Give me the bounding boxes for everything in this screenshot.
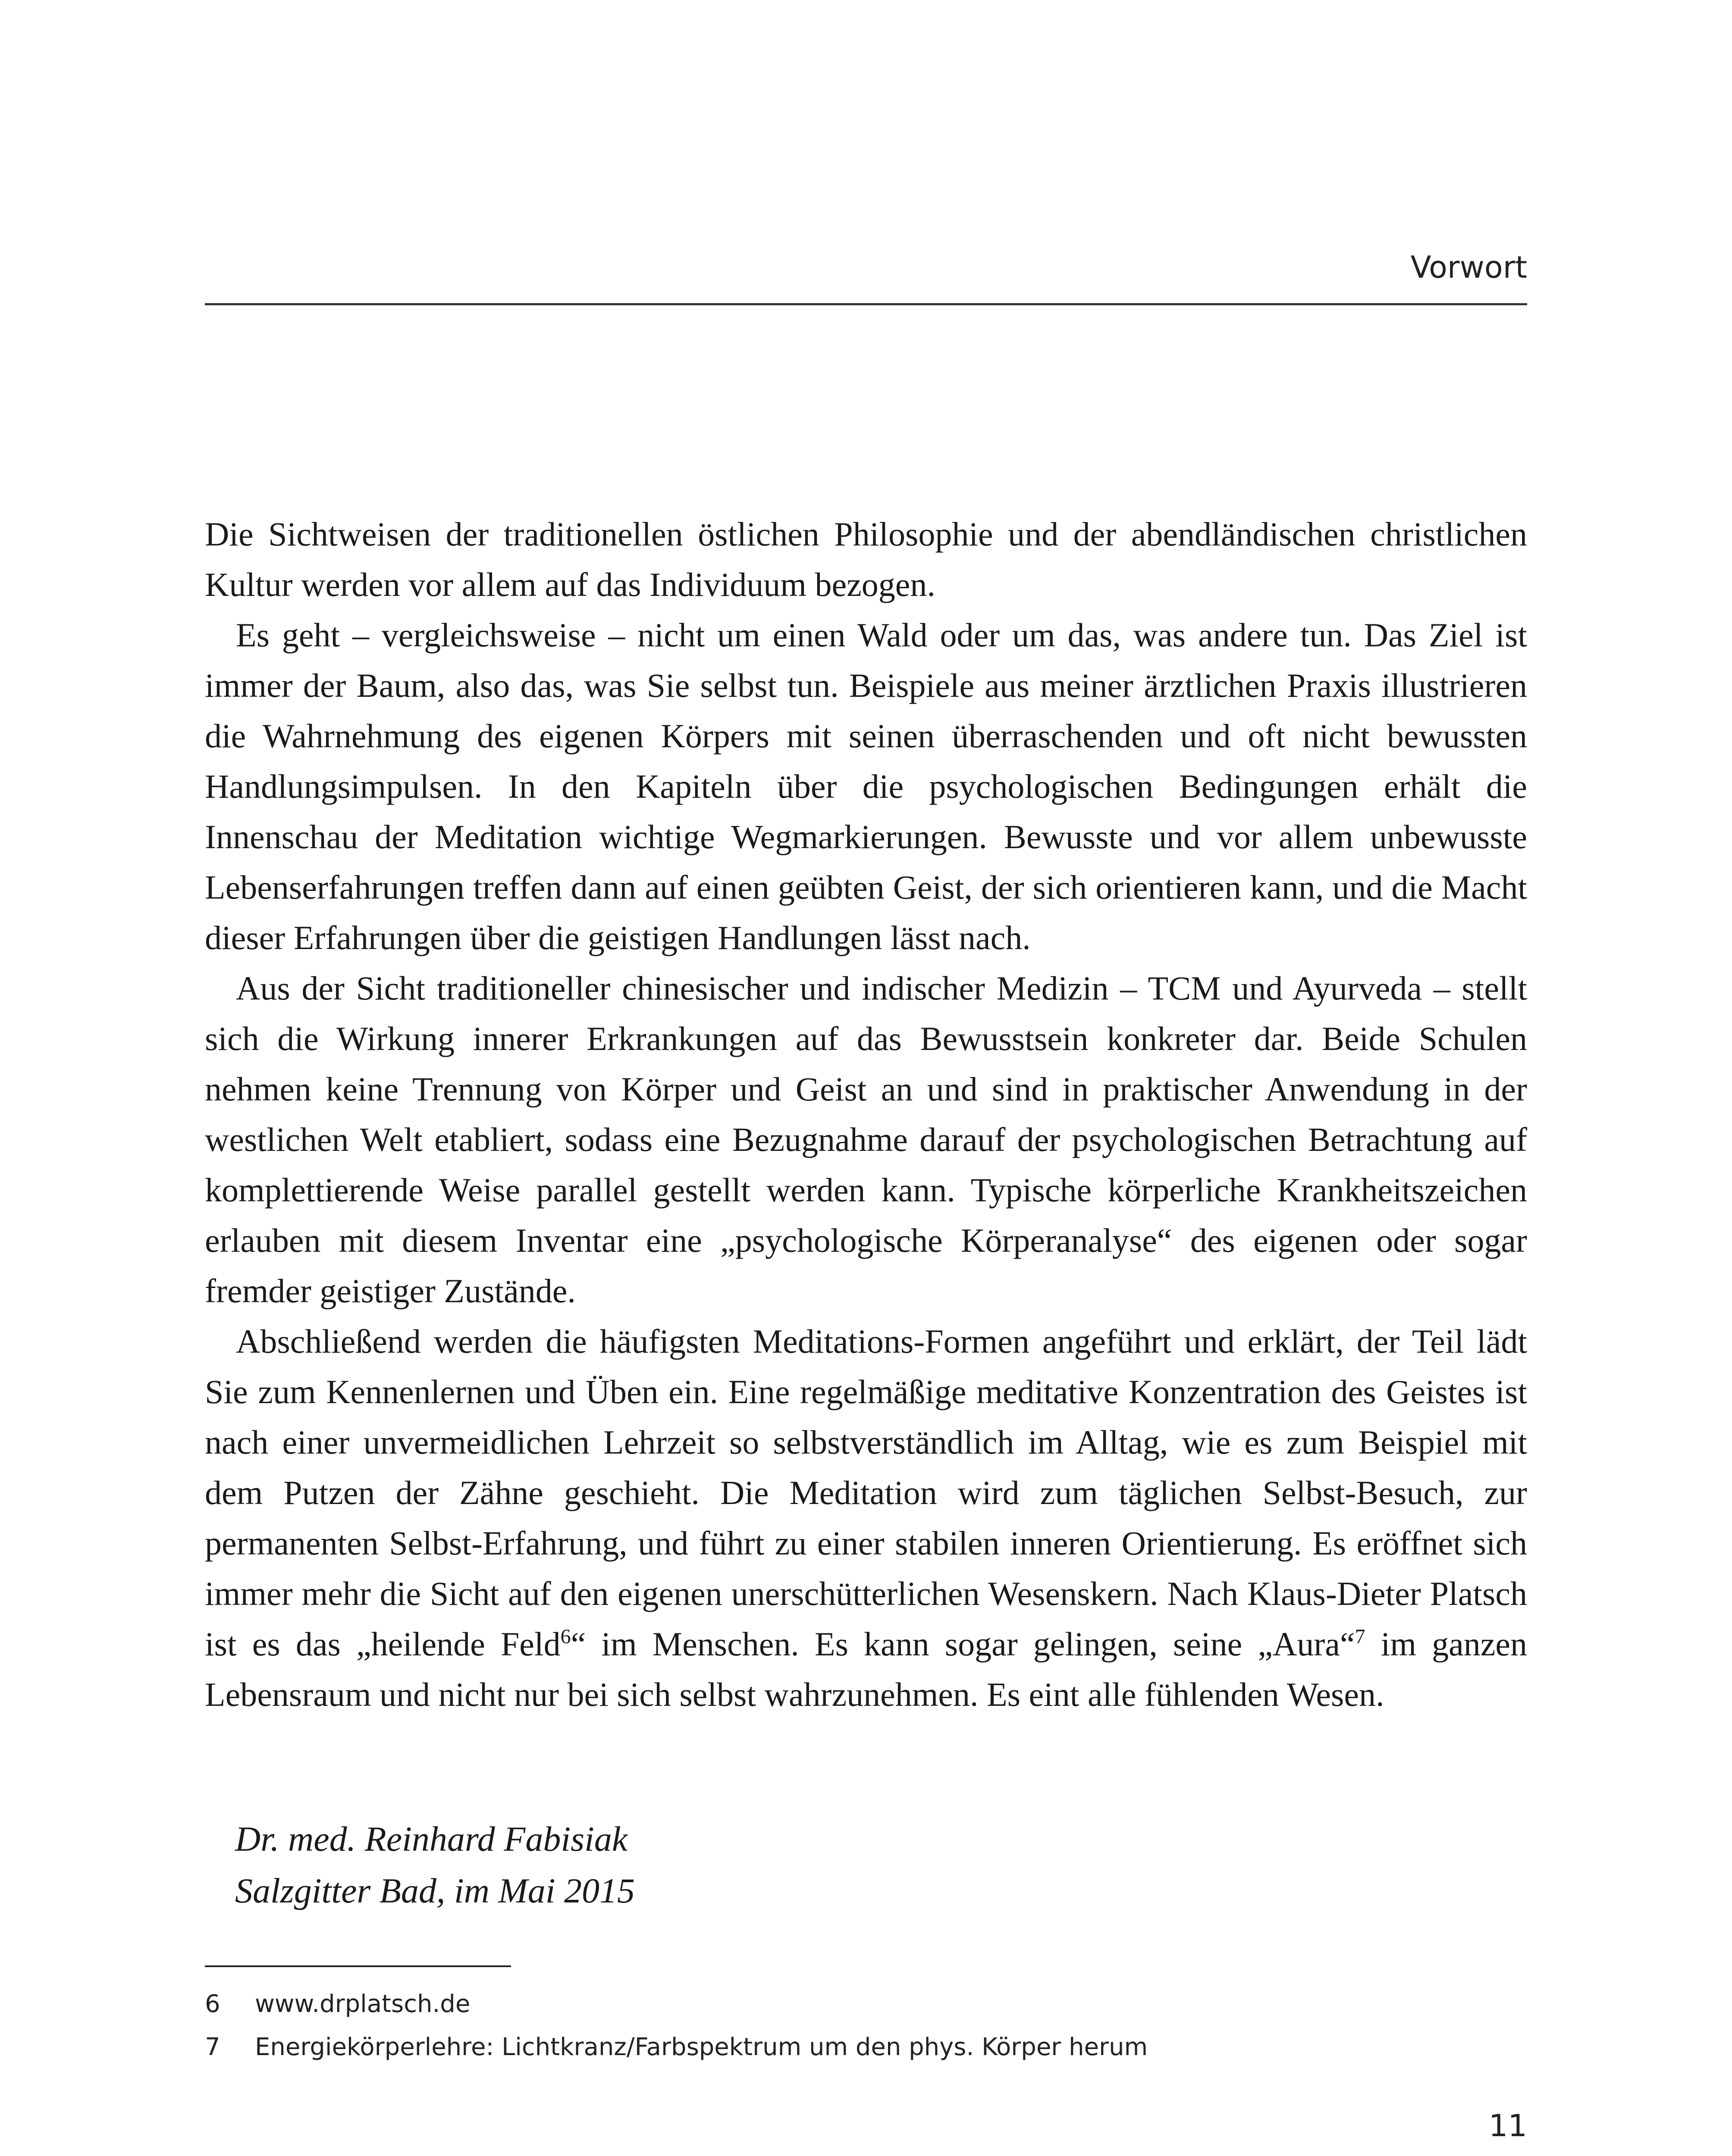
footnote-6 [205,1983,1148,2026]
signature-place-date: Salzgitter Bad, im Mai 2015 [235,1871,635,1910]
signature-block [235,1813,635,1917]
paragraph-1: Die Sichtweisen der traditionellen östlichen Philosophie und der abendländischen christlichen Kultur werden vor allem auf das Individuum bezogen. [205,515,1527,603]
paragraph-3: Aus der Sicht traditioneller chinesischer und indischer Medizin – TCM und Ayurveda – stellt sich die Wirkung innerer Erkrankungen auf das Bewusstsein konkreter dar. Beide Schulen nehmen keine Trennung von Körper und Geist an und sind in praktischer Anwendung in der westlichen Welt etabliert, sodass eine Bezugnahme darauf der psychologischen Betrachtung auf komplettierende Weise parallel gestellt werden kann. Typische körperliche Krankheitszeichen erlauben mit diesem Inventar eine „psychologische Körperanalyse“ des eigenen oder sogar fremder geistiger Zustände. [205,969,1527,1310]
footnote-ref-6: 6 [560,1625,571,1648]
page-number: 11 [1488,2108,1527,2143]
footnote-rule [205,1965,511,1967]
footnote-number: 6 [205,1990,220,2018]
paragraph-4 [205,1316,1527,1720]
footnotes [205,1983,1148,2069]
running-title: Vorwort [1410,250,1527,285]
footnote-ref-7: 7 [1355,1625,1365,1648]
paragraph-4-part-b: “ im Menschen. Es kann sogar gelingen, seine „Aura“ [571,1625,1355,1663]
footnote-7 [205,2026,1148,2069]
paragraph-4-part-a: Abschließend werden die häufigsten Meditations-Formen angeführt und erklärt, der Teil lädt Sie zum Kennenlernen und Üben ein. Eine regelmäßige meditative Konzentration des Geistes ist nach einer unvermeidlichen Lehrzeit so selbstverständlich im Alltag, wie es zum Beispiel mit dem Putzen der Zähne geschieht. Die Meditation wird zum täglichen Selbst-Besuch, zur permanenten Selbst-Erfahrung, und führt zu einer stabilen inneren Orientierung. Es eröffnet sich immer mehr die Sicht auf den eigenen unerschütterlichen Wesenskern. Nach Klaus-Dieter Platsch ist es das „heilende Feld [205,1322,1527,1663]
body-text [205,509,1527,1720]
paragraph-4-part-c: im ganzen Lebensraum und nicht nur bei sich selbst wahrzunehmen. Es eint alle fühlenden Wesen. [205,1625,1527,1713]
footnote-number: 7 [205,2033,220,2061]
paragraph-2: Es geht – vergleichsweise – nicht um einen Wald oder um das, was andere tun. Das Ziel ist immer der Baum, also das, was Sie selbst tun. Beispiele aus meiner ärztlichen Praxis illustrieren die Wahrnehmung des eigenen Körpers mit seinen überraschenden und oft nicht bewussten Handlungsimpulsen. In den Kapiteln über die psychologischen Bedingungen erhält die Innenschau der Meditation wichtige Wegmarkierungen. Bewusste und vor allem unbewusste Lebenserfahrungen treffen dann auf einen geübten Geist, der sich orientieren kann, und die Macht dieser Erfahrungen über die geistigen Handlungen lässt nach. [205,616,1527,956]
signature-author: Dr. med. Reinhard Fabisiak [235,1819,628,1858]
footnote-text: Energiekörperlehre: Lichtkranz/Farbspektrum um den phys. Körper herum [255,2033,1148,2061]
footnote-text: www.drplatsch.de [255,1990,471,2018]
header-rule [205,303,1527,305]
